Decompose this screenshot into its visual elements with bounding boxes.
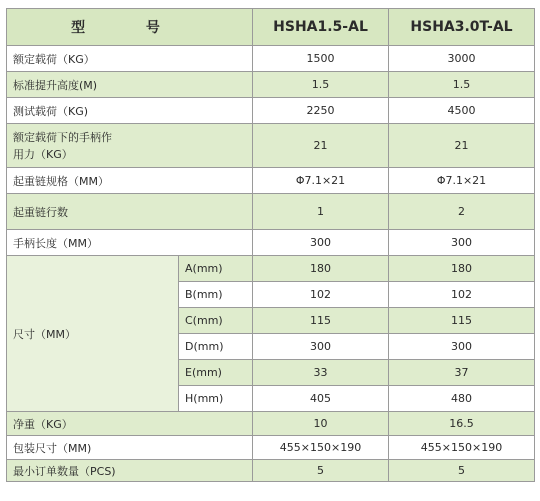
row-label: 手柄长度（MM）	[7, 230, 253, 256]
dimension-value-1: 300	[253, 334, 389, 360]
row-value-1: 1	[253, 194, 389, 230]
row-label: 净重（KG）	[7, 412, 253, 436]
table-row	[7, 72, 535, 98]
table-row	[7, 460, 535, 482]
row-value-1: 300	[253, 230, 389, 256]
dimension-value-2: 37	[389, 360, 535, 386]
dimension-value-2: 480	[389, 386, 535, 412]
dimension-value-1: 180	[253, 256, 389, 282]
row-value-2: 455×150×190	[389, 436, 535, 460]
dimensions-label: 尺寸（MM）	[7, 256, 179, 412]
spec-table	[6, 8, 535, 482]
dimension-value-2: 300	[389, 334, 535, 360]
row-label-text: 额定载荷下的手柄作用力（KG）	[13, 130, 112, 161]
dimension-value-1: 33	[253, 360, 389, 386]
dimension-value-1: 405	[253, 386, 389, 412]
table-row	[7, 230, 535, 256]
row-value-1: Φ7.1×21	[253, 168, 389, 194]
row-value-2: 1.5	[389, 72, 535, 98]
header-row	[7, 9, 535, 46]
row-label: 最小订单数量（PCS)	[7, 460, 253, 482]
dimension-sub-label: E(mm)	[179, 360, 253, 386]
row-value-2: 16.5	[389, 412, 535, 436]
row-value-1: 10	[253, 412, 389, 436]
row-value-2: 300	[389, 230, 535, 256]
table-row	[7, 98, 535, 124]
row-value-2: Φ7.1×21	[389, 168, 535, 194]
row-label	[7, 124, 253, 168]
row-value-2: 5	[389, 460, 535, 482]
row-value-1: 1.5	[253, 72, 389, 98]
dimension-value-1: 115	[253, 308, 389, 334]
row-label: 标准提升高度(M)	[7, 72, 253, 98]
row-value-2: 2	[389, 194, 535, 230]
row-value-2: 4500	[389, 98, 535, 124]
row-label: 起重链规格（MM）	[7, 168, 253, 194]
dimension-sub-label: A(mm)	[179, 256, 253, 282]
row-label: 包装尺寸（MM)	[7, 436, 253, 460]
dimension-value-1: 102	[253, 282, 389, 308]
row-value-2: 21	[389, 124, 535, 168]
row-value-2: 3000	[389, 46, 535, 72]
row-label: 测试载荷（KG)	[7, 98, 253, 124]
dimension-sub-label: H(mm)	[179, 386, 253, 412]
table-row	[7, 124, 535, 168]
table-row	[7, 194, 535, 230]
dimension-value-2: 115	[389, 308, 535, 334]
row-label: 起重链行数	[7, 194, 253, 230]
row-value-1: 21	[253, 124, 389, 168]
table-row	[7, 436, 535, 460]
row-value-1: 2250	[253, 98, 389, 124]
model-header-1: HSHA1.5-AL	[253, 9, 389, 46]
row-value-1: 1500	[253, 46, 389, 72]
table-row	[7, 168, 535, 194]
dimension-sub-label: C(mm)	[179, 308, 253, 334]
row-label: 额定载荷（KG）	[7, 46, 253, 72]
dimension-sub-label: D(mm)	[179, 334, 253, 360]
row-value-1: 455×150×190	[253, 436, 389, 460]
row-value-1: 5	[253, 460, 389, 482]
model-header-2: HSHA3.0T-AL	[389, 9, 535, 46]
type-header: 型 号	[7, 9, 253, 46]
dimension-sub-label: B(mm)	[179, 282, 253, 308]
table-row	[7, 412, 535, 436]
dimension-value-2: 180	[389, 256, 535, 282]
dimension-value-2: 102	[389, 282, 535, 308]
table-row	[7, 46, 535, 72]
dimension-row	[7, 256, 535, 282]
